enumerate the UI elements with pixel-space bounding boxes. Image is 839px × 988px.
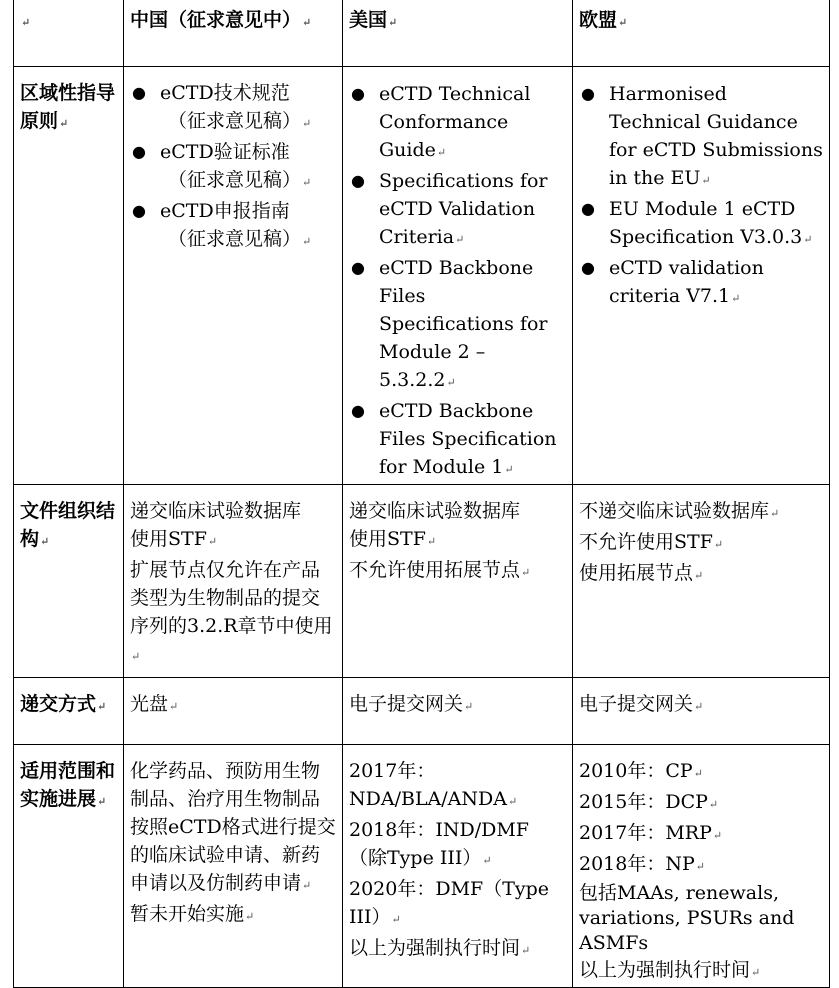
- china-guideline-list: [130, 79, 336, 256]
- list-item: ● eCTD Technical Conformance Guide↵: [351, 82, 531, 161]
- cell-china-scope: 化学药品、预防用生物制品、治疗用生物制品按照eCTD格式进行提交的临床试验申请、新药申请以及仿制药申请↵ 暂未开始实施↵: [124, 744, 343, 987]
- row-guidelines: [14, 66, 830, 484]
- header-us: 美国↵: [343, 0, 573, 66]
- header-row: [14, 0, 830, 66]
- comparison-table: [13, 0, 830, 988]
- cell-eu-method: 电子提交网关↵: [573, 677, 830, 744]
- cell-eu-scope: 2010年：CP↵ 2015年：DCP↵ 2017年：MRP↵ 2018年：NP↵ 包括MAAs, renewals, variations, PSURs and ASMFs 以上为强制执行时间↵: [573, 744, 830, 987]
- list-item: ● eCTD validation criteria V7.1↵: [581, 256, 764, 307]
- eu-guideline-list: [579, 80, 823, 313]
- row-label-structure: 文件组织结构↵: [14, 484, 124, 677]
- row-label-guidelines: 区域性指导原则↵: [14, 66, 124, 484]
- row-scope: [14, 744, 830, 987]
- row-label-method: 递交方式↵: [14, 677, 124, 744]
- cell-us-structure: 递交临床试验数据库 使用STF↵ 不允许使用拓展节点↵: [343, 484, 573, 677]
- list-item: ● eCTD Backbone Files Specification for Module 1↵: [351, 399, 557, 478]
- row-label-scope: 适用范围和实施进展↵: [14, 744, 124, 987]
- list-item: ● Harmonised Technical Guidance for eCTD Submissions in the EU↵: [581, 82, 823, 189]
- cell-eu-structure: 不递交临床试验数据库↵ 不允许使用STF↵ 使用拓展节点↵: [573, 484, 830, 677]
- cell-us-guidelines: [343, 66, 573, 484]
- list-item: ● eCTD技术规范 （征求意见稿）↵: [132, 81, 312, 132]
- list-item: ● eCTD验证标准 （征求意见稿）↵: [132, 140, 312, 191]
- list-item: ● eCTD Backbone Files Specifications for Module 2 – 5.3.2.2↵: [351, 256, 548, 391]
- header-china: 中国（征求意见中）↵: [124, 0, 343, 66]
- row-structure: [14, 484, 830, 677]
- list-item: ● eCTD申报指南 （征求意见稿）↵: [132, 199, 312, 250]
- cell-eu-guidelines: [573, 66, 830, 484]
- cell-us-scope: 2017年： NDA/BLA/ANDA↵ 2018年：IND/DMF（除Type III）↵ 2020年：DMF（Type III）↵ 以上为强制执行时间↵: [343, 744, 573, 987]
- cell-china-method: 光盘↵: [124, 677, 343, 744]
- row-method: [14, 677, 830, 744]
- cell-us-method: 电子提交网关↵: [343, 677, 573, 744]
- header-corner-cell: ↵: [14, 0, 124, 66]
- header-eu: 欧盟↵: [573, 0, 830, 66]
- list-item: ● EU Module 1 eCTD Specification V3.0.3↵: [581, 197, 813, 248]
- cell-china-guidelines: [124, 66, 343, 484]
- us-guideline-list: [349, 80, 566, 484]
- cell-china-structure: 递交临床试验数据库 使用STF↵ 扩展节点仅允许在产品类型为生物制品的提交序列的3.2.R章节中使用↵: [124, 484, 343, 677]
- list-item: ● Specifications for eCTD Validation Criteria↵: [351, 169, 548, 248]
